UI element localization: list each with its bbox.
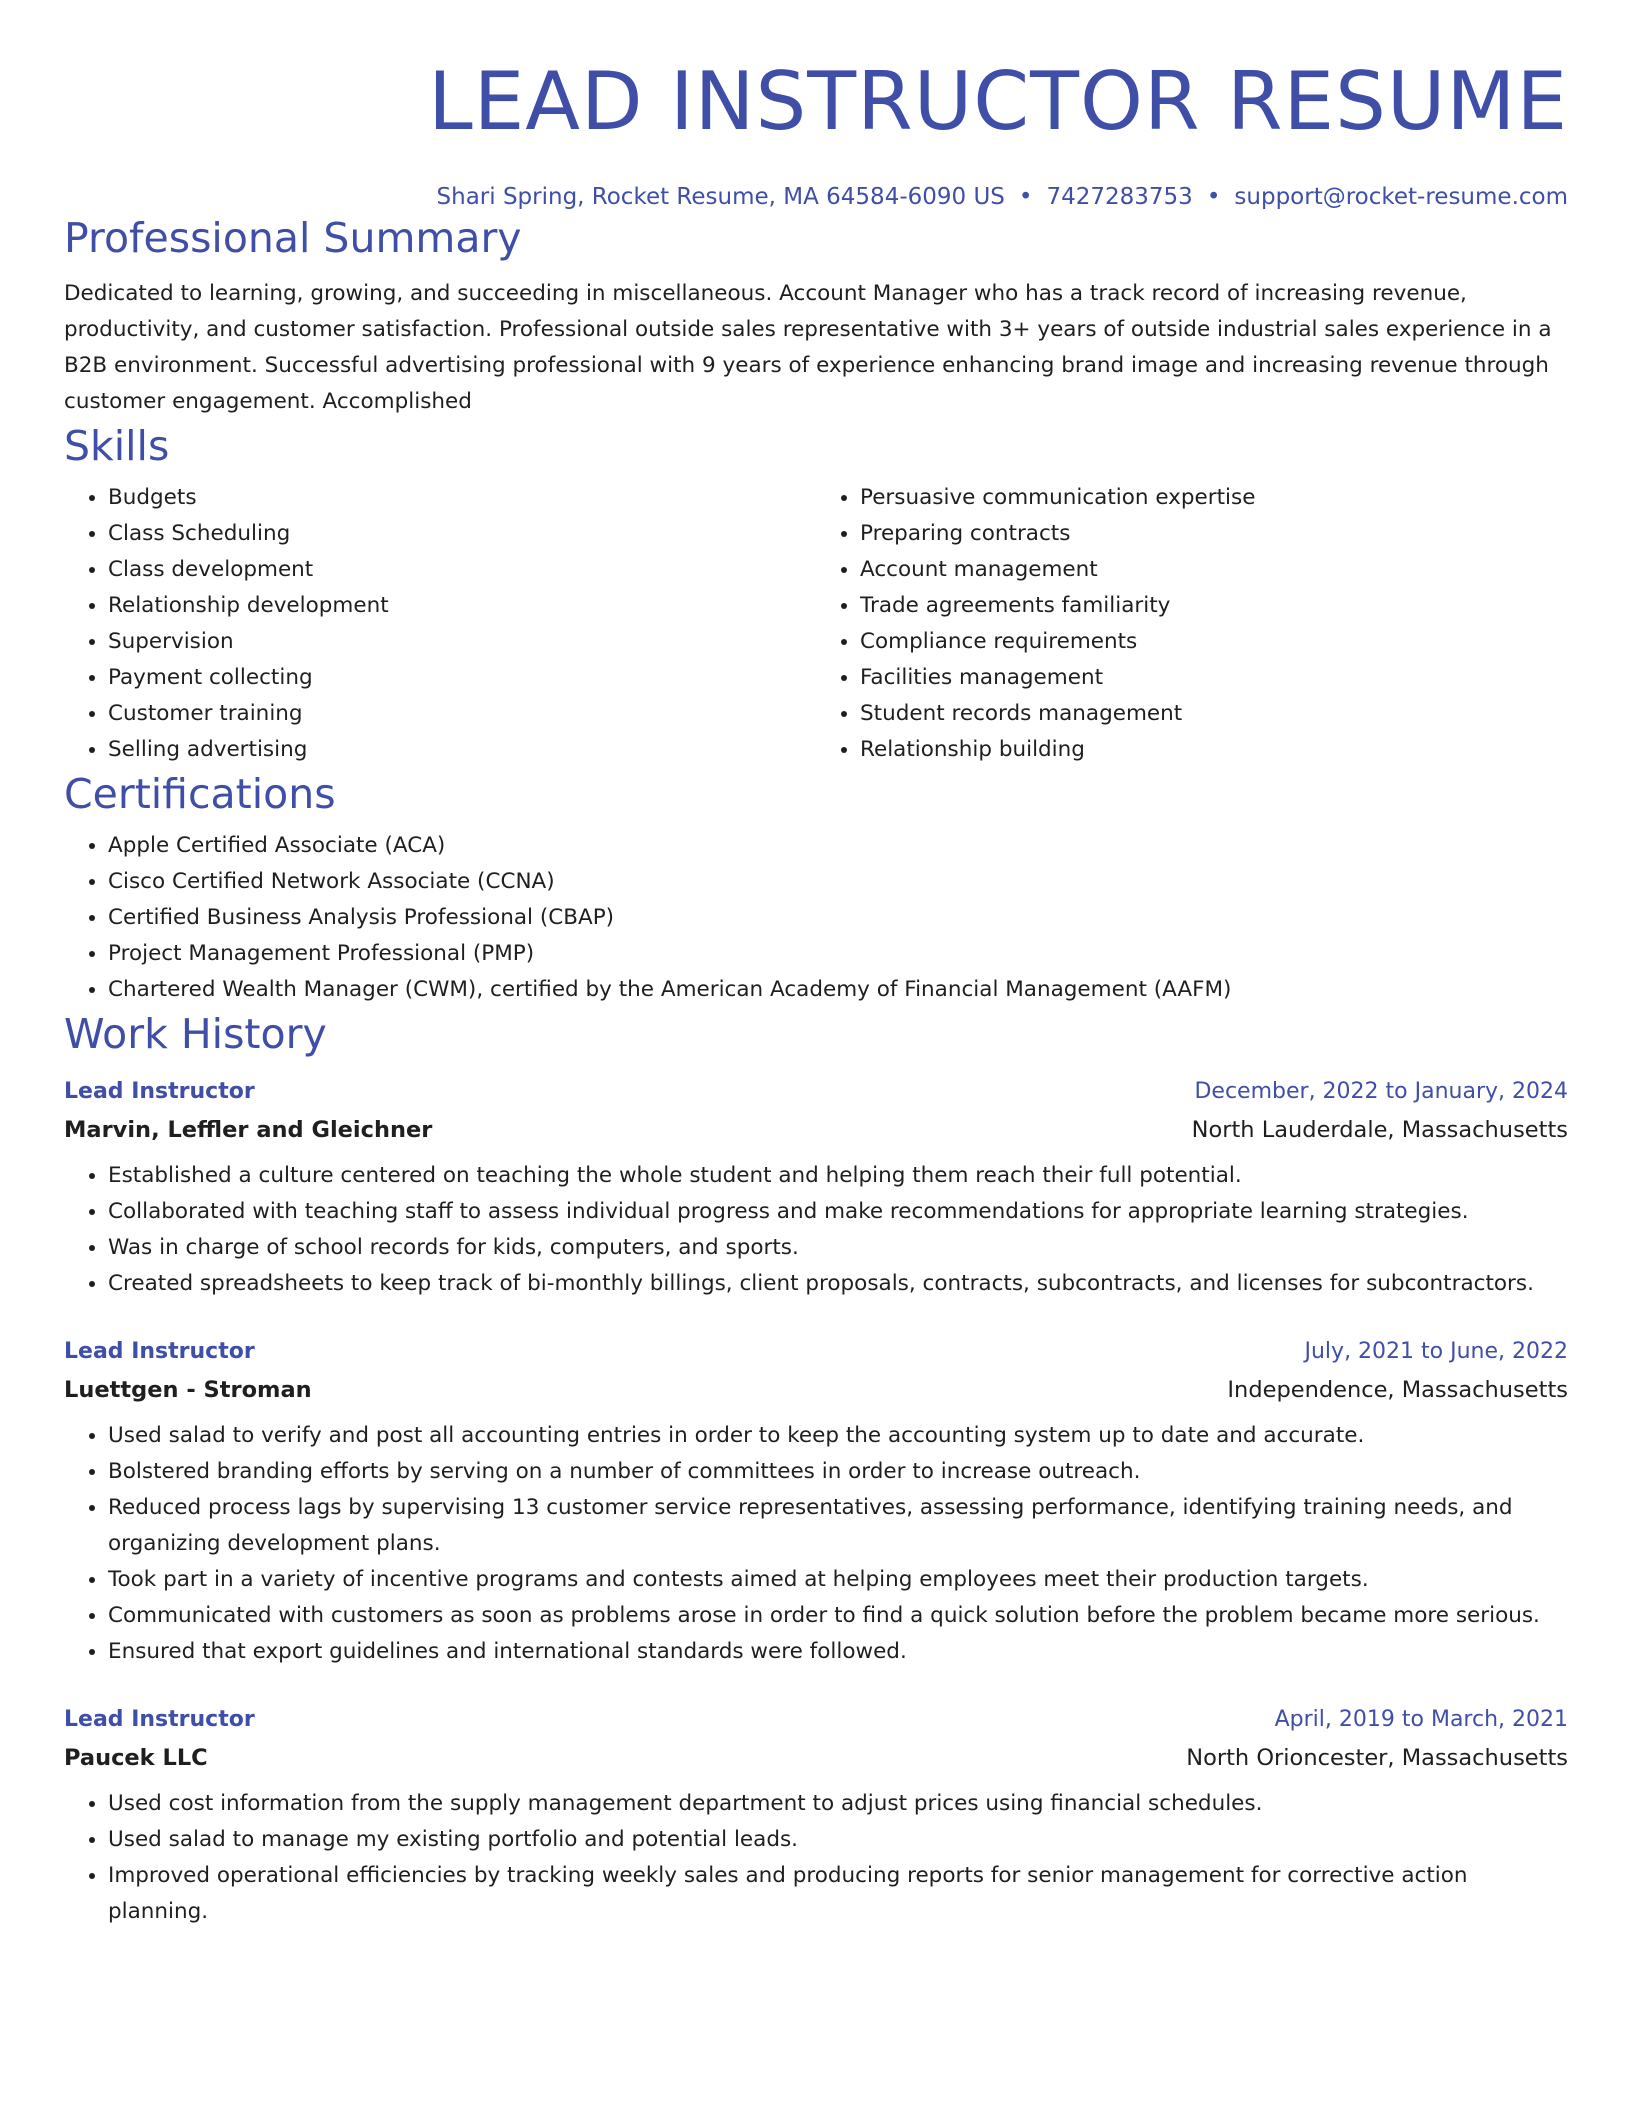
skill-item: • Trade agreements familiarity bbox=[860, 588, 1568, 624]
job-entry bbox=[64, 1074, 1568, 1302]
skills-list-left bbox=[64, 480, 816, 768]
skill-item: • Customer training bbox=[108, 696, 816, 732]
job-bullet: • Created spreadsheets to keep track of bi-monthly billings, client proposals, contracts, subcontracts, and licenses for subcontractors. bbox=[108, 1266, 1568, 1302]
job-bullet: • Ensured that export guidelines and international standards were followed. bbox=[108, 1634, 1568, 1670]
job-bullets bbox=[64, 1418, 1568, 1670]
contact-separator: • bbox=[1206, 184, 1221, 210]
job-dates: April, 2019 to March, 2021 bbox=[1274, 1707, 1568, 1732]
skills-list-right bbox=[816, 480, 1568, 768]
job-bullet: • Used salad to manage my existing portfolio and potential leads. bbox=[108, 1822, 1568, 1858]
contact-address: Shari Spring, Rocket Resume, MA 64584-6090 US bbox=[436, 184, 1005, 210]
skills-heading: Skills bbox=[64, 422, 170, 470]
summary-heading: Professional Summary bbox=[64, 214, 522, 262]
skill-item: • Selling advertising bbox=[108, 732, 816, 768]
contact-email[interactable]: support@rocket-resume.com bbox=[1234, 184, 1568, 210]
job-entry bbox=[64, 1702, 1568, 1930]
skill-item: • Persuasive communication expertise bbox=[860, 480, 1568, 516]
job-header-row bbox=[64, 1334, 1568, 1370]
job-header-row bbox=[64, 1074, 1568, 1110]
job-bullets bbox=[64, 1158, 1568, 1302]
job-location: North Orioncester, Massachusetts bbox=[1186, 1745, 1568, 1771]
job-bullet: • Collaborated with teaching staff to assess individual progress and make recommendations for appropriate learning strategies. bbox=[108, 1194, 1568, 1230]
contact-separator: • bbox=[1018, 184, 1033, 210]
job-company-row bbox=[64, 1370, 1568, 1410]
skill-item: • Relationship development bbox=[108, 588, 816, 624]
job-bullet: • Bolstered branding efforts by serving on a number of committees in order to increase outreach. bbox=[108, 1454, 1568, 1490]
skill-item: • Relationship building bbox=[860, 732, 1568, 768]
certification-item: • Cisco Certified Network Associate (CCNA) bbox=[108, 864, 1568, 900]
skill-item: • Class development bbox=[108, 552, 816, 588]
job-bullet: • Improved operational efficiencies by tracking weekly sales and producing reports for senior management for corrective action planning. bbox=[108, 1858, 1568, 1930]
job-bullets bbox=[64, 1786, 1568, 1930]
work-history-heading: Work History bbox=[64, 1010, 327, 1058]
job-header-row bbox=[64, 1702, 1568, 1738]
contact-line bbox=[64, 182, 1568, 212]
certifications-heading: Certifications bbox=[64, 770, 336, 818]
certification-item: • Apple Certified Associate (ACA) bbox=[108, 828, 1568, 864]
skills-columns bbox=[64, 480, 1568, 768]
resume-title: LEAD INSTRUCTOR RESUME bbox=[428, 55, 1568, 148]
skill-item: • Payment collecting bbox=[108, 660, 816, 696]
skill-item: • Student records management bbox=[860, 696, 1568, 732]
job-location: Independence, Massachusetts bbox=[1227, 1377, 1568, 1403]
skill-item: • Class Scheduling bbox=[108, 516, 816, 552]
job-bullet: • Reduced process lags by supervising 13 customer service representatives, assessing performance, identifying training needs, and organizing development plans. bbox=[108, 1490, 1568, 1562]
job-company: Marvin, Leffler and Gleichner bbox=[64, 1117, 433, 1143]
skill-item: • Account management bbox=[860, 552, 1568, 588]
job-bullet: • Established a culture centered on teaching the whole student and helping them reach their full potential. bbox=[108, 1158, 1568, 1194]
job-bullet: • Took part in a variety of incentive programs and contests aimed at helping employees meet their production targets. bbox=[108, 1562, 1568, 1598]
job-entry bbox=[64, 1334, 1568, 1670]
job-dates: July, 2021 to June, 2022 bbox=[1304, 1339, 1568, 1364]
skill-item: • Preparing contracts bbox=[860, 516, 1568, 552]
certification-item: • Project Management Professional (PMP) bbox=[108, 936, 1568, 972]
job-company: Luettgen - Stroman bbox=[64, 1377, 312, 1403]
job-company-row bbox=[64, 1110, 1568, 1150]
job-bullet: • Was in charge of school records for kids, computers, and sports. bbox=[108, 1230, 1568, 1266]
job-title: Lead Instructor bbox=[64, 1079, 255, 1104]
certification-item: • Certified Business Analysis Professional (CBAP) bbox=[108, 900, 1568, 936]
job-location: North Lauderdale, Massachusetts bbox=[1191, 1117, 1568, 1143]
job-company: Paucek LLC bbox=[64, 1745, 208, 1771]
skill-item: • Budgets bbox=[108, 480, 816, 516]
summary-text: Dedicated to learning, growing, and succeeding in miscellaneous. Account Manager who has a track record of increasing revenue, productivity, and customer satisfaction. Professional outside sales representative with 3+ years of outside industrial sales experience in a B2B environment. Successful advertising professional with 9 years of experience enhancing brand image and increasing revenue through customer engagement. Accomplished bbox=[64, 281, 1552, 414]
job-dates: December, 2022 to January, 2024 bbox=[1194, 1079, 1568, 1104]
skill-item: • Facilities management bbox=[860, 660, 1568, 696]
job-company-row bbox=[64, 1738, 1568, 1778]
skill-item: • Compliance requirements bbox=[860, 624, 1568, 660]
job-title: Lead Instructor bbox=[64, 1339, 255, 1364]
job-bullet: • Used salad to verify and post all accounting entries in order to keep the accounting system up to date and accurate. bbox=[108, 1418, 1568, 1454]
job-title: Lead Instructor bbox=[64, 1707, 255, 1732]
certification-item: • Chartered Wealth Manager (CWM), certified by the American Academy of Financial Management (AAFM) bbox=[108, 972, 1568, 1008]
job-bullet: • Used cost information from the supply management department to adjust prices using financial schedules. bbox=[108, 1786, 1568, 1822]
certifications-list bbox=[64, 828, 1568, 1008]
skill-item: • Supervision bbox=[108, 624, 816, 660]
contact-phone: 7427283753 bbox=[1046, 184, 1193, 210]
job-bullet: • Communicated with customers as soon as problems arose in order to find a quick solution before the problem became more serious. bbox=[108, 1598, 1568, 1634]
